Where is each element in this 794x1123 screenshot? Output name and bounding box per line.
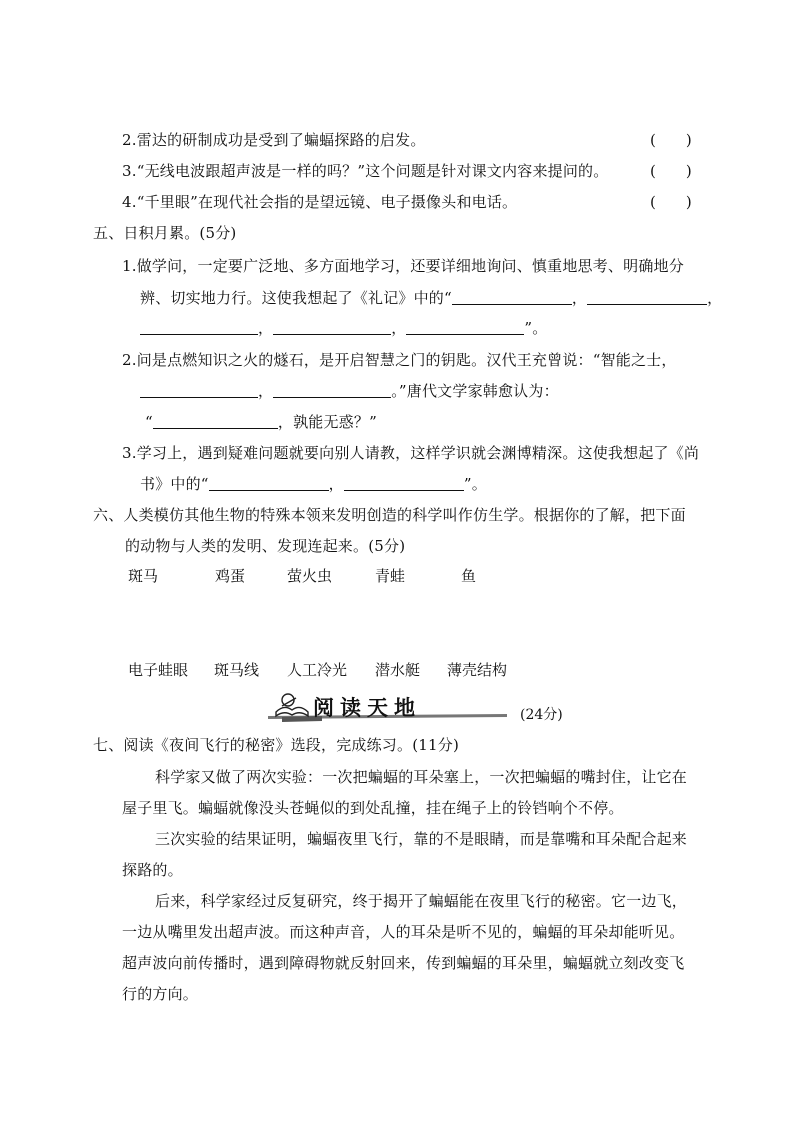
s5-q2-line2-end: 。”唐代文学家韩愈认为： (391, 382, 559, 400)
answer-paren-4[interactable]: ( ) (650, 193, 692, 211)
s5-q3-line2-start: 书》中的“ (140, 475, 209, 493)
invention-item[interactable]: 斑马线 (214, 661, 260, 679)
fill-blank[interactable] (344, 474, 464, 491)
judge-item-2: 2.雷达的研制成功是受到了蝙蝠探路的启发。 (122, 131, 426, 149)
invention-item[interactable]: 人工冷光 (287, 661, 348, 679)
fill-blank[interactable] (273, 318, 391, 335)
passage-p2-l2: 探路的。 (122, 861, 183, 879)
s5-q1-line2 (140, 288, 722, 308)
answer-paren-2[interactable]: ( ) (650, 131, 692, 149)
close-quote: ”。 (463, 475, 487, 493)
s5-q2-line1: 2.问是点燃知识之火的燧石，是开启智慧之门的钥匙。汉代王充曾说：“智能之士， (122, 351, 677, 369)
section-6-line2: 的动物与人类的发明、发现连起来。(5分) (125, 537, 406, 555)
comma: ， (258, 319, 274, 337)
s5-q1-line1: 1.做学问，一定要广泛地、多方面地学习，还要详细地询问、慎重地思考、明确地分 (122, 257, 684, 275)
passage-p1-l1: 科学家又做了两次实验：一次把蝙蝠的耳朵塞上，一次把蝙蝠的嘴封住，让它在 (155, 768, 688, 786)
fill-blank[interactable] (587, 288, 707, 305)
section-7-heading: 七、阅读《夜间飞行的秘密》选段，完成练习。(11分) (93, 736, 459, 754)
passage-p1-l2: 屋子里飞。蝙蝠就像没头苍蝇似的到处乱撞，挂在绳子上的铃铛响个不停。 (122, 799, 624, 817)
fill-blank[interactable] (140, 381, 258, 398)
judge-item-4: 4.“千里眼”在现代社会指的是望远镜、电子摄像头和电话。 (122, 193, 518, 211)
passage-p3-l2: 一边从嘴里发出超声波。而这种声音，人的耳朵是听不见的，蝙蝠的耳朵却能听见。 (122, 923, 685, 941)
fill-blank[interactable] (452, 288, 572, 305)
answer-paren-3[interactable]: ( ) (650, 162, 692, 180)
s5-q3-line2 (140, 474, 487, 494)
comma: ， (571, 289, 588, 307)
open-quote: “ (145, 413, 153, 431)
invention-item[interactable]: 薄壳结构 (447, 661, 508, 679)
judge-item-3: 3.“无线电波跟超声波是一样的吗？”这个问题是针对课文内容来提问的。 (122, 162, 609, 180)
s5-q2-line2 (140, 381, 559, 401)
passage-p3-l4: 行的方向。 (122, 985, 199, 1003)
s5-q2-line3-end: ，孰能无惑？” (277, 413, 377, 431)
s5-q1-line2-text: 辨、切实地力行。这使我想起了《礼记》中的“ (140, 289, 452, 307)
invention-item[interactable]: 潜水艇 (375, 661, 421, 679)
passage-p3-l3: 超声波向前传播时，遇到障碍物就反射回来，传到蝙蝠的耳朵里，蝙蝠就立刻改变飞 (122, 954, 685, 972)
fill-blank[interactable] (153, 412, 278, 429)
section-6-line1: 六、人类模仿其他生物的特殊本领来发明创造的科学叫作仿生学。根据你的了解，把下面 (93, 506, 686, 524)
fill-blank[interactable] (273, 381, 391, 398)
comma: ， (328, 475, 344, 493)
animal-item[interactable]: 斑马 (128, 567, 159, 585)
comma: ， (707, 289, 723, 307)
animal-item[interactable]: 萤火虫 (287, 567, 333, 585)
s5-q3-line1: 3.学习上，遇到疑难问题就要向别人请教，这样学识就会渊博精深。这使我想起了《尚 (122, 444, 700, 462)
s5-q2-line3 (145, 412, 377, 432)
animal-item[interactable]: 鸡蛋 (215, 567, 246, 585)
animal-item[interactable]: 鱼 (461, 567, 477, 585)
section-5-heading: 五、日积月累。(5分) (93, 224, 237, 242)
comma: ， (258, 382, 274, 400)
animal-item[interactable]: 青蛙 (375, 567, 406, 585)
passage-p2-l1: 三次实验的结果证明，蝙蝠夜里飞行，靠的不是眼睛，而是靠嘴和耳朵配合起来 (155, 830, 688, 848)
reading-score: (24分) (520, 707, 563, 723)
fill-blank[interactable] (140, 318, 258, 335)
close-quote: ”。 (524, 319, 548, 337)
comma: ， (391, 319, 407, 337)
fill-blank[interactable] (209, 474, 329, 491)
s5-q1-line3 (140, 318, 547, 338)
invention-item[interactable]: 电子蛙眼 (128, 661, 189, 679)
book-icon (276, 694, 308, 716)
passage-p3-l1: 后来，科学家经过反复研究，终于揭开了蝙蝠能在夜里飞行的秘密。它一边飞， (155, 892, 688, 910)
reading-banner-title: 阅读天地 (313, 696, 421, 720)
fill-blank[interactable] (406, 318, 524, 335)
